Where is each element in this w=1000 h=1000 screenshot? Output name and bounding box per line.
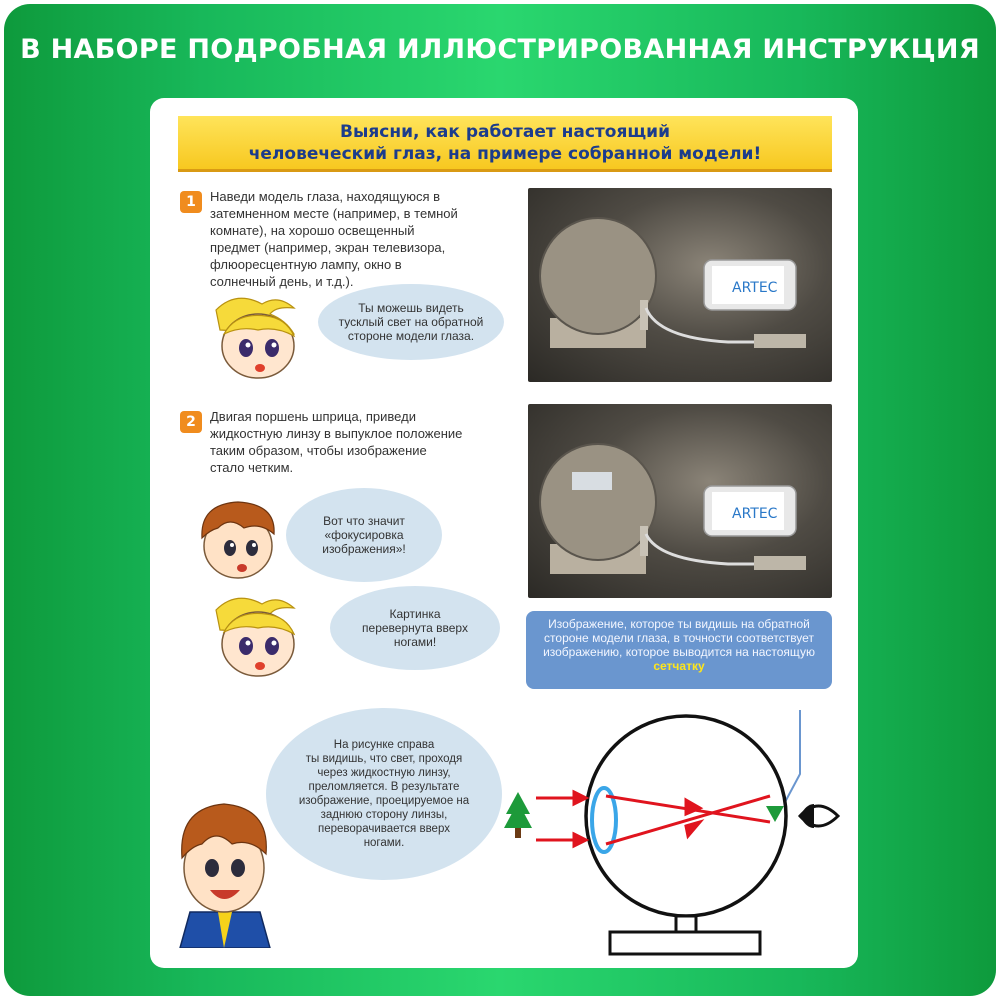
step-1-bubble: Ты можешь видеть тусклый свет на обратной стороне модели глаза. [318, 284, 504, 360]
headline: В НАБОРЕ ПОДРОБНАЯ ИЛЛЮСТРИРОВАННАЯ ИНСТРУКЦИЯ [20, 34, 980, 65]
eye-optics-diagram [500, 710, 840, 966]
explain-bubble: На рисунке справа ты видишь, что свет, проходя через жидкостную линзу, преломляется. В результате изображение, проецируемое на заднюю сторону линзы, переворачивается вверх ногами. [266, 708, 502, 880]
eye-icon [800, 804, 838, 828]
retina-highlight: сетчатку [653, 659, 705, 673]
boy-character-icon [190, 494, 290, 586]
step-2-badge: 2 [180, 411, 202, 433]
banner-line-2: человеческий глаз, на примере собранной модели! [248, 144, 762, 164]
photo-2-label: ARTEC [732, 506, 778, 522]
model-stand [610, 932, 760, 954]
info-box-text: Изображение, которое ты видишь на обратной стороне модели глаза, в точности соответствует изображению, которое выводится на настоящую [543, 617, 815, 659]
retina-info-box [526, 611, 832, 689]
step-2-boy-bubble: Вот что значит «фокусировка изображения»! [286, 488, 442, 582]
retina-pointer-line [784, 710, 800, 804]
step-2-girl-bubble: Картинка перевернута вверх ногами! [330, 586, 500, 670]
title-banner [178, 116, 832, 172]
photo-eye-model-focused [528, 404, 832, 598]
girl-character-icon [206, 290, 312, 386]
boy-character-large-icon [170, 792, 280, 948]
girl-character-2-icon [206, 590, 312, 682]
banner-line-1: Выясни, как работает настоящий [340, 122, 670, 142]
instruction-sheet [150, 98, 858, 968]
step-2-text: Двигая поршень шприца, приведи жидкостную линзу в выпуклое положение таким образом, чтобы изображение стало четким. [210, 409, 463, 475]
step-1-badge: 1 [180, 191, 202, 213]
green-frame [4, 4, 996, 996]
tree-icon [504, 792, 532, 838]
photo-1-label: ARTEC [732, 280, 778, 296]
photo-eye-model-dim [528, 188, 832, 382]
step-1-text: Наведи модель глаза, находящуюся в затемненном месте (например, в темной комнате), на хорошо освещенный предмет (например, экран телевизора, флюоресцентную лампу, окно в солнечный день, и т.д.). [210, 189, 458, 289]
